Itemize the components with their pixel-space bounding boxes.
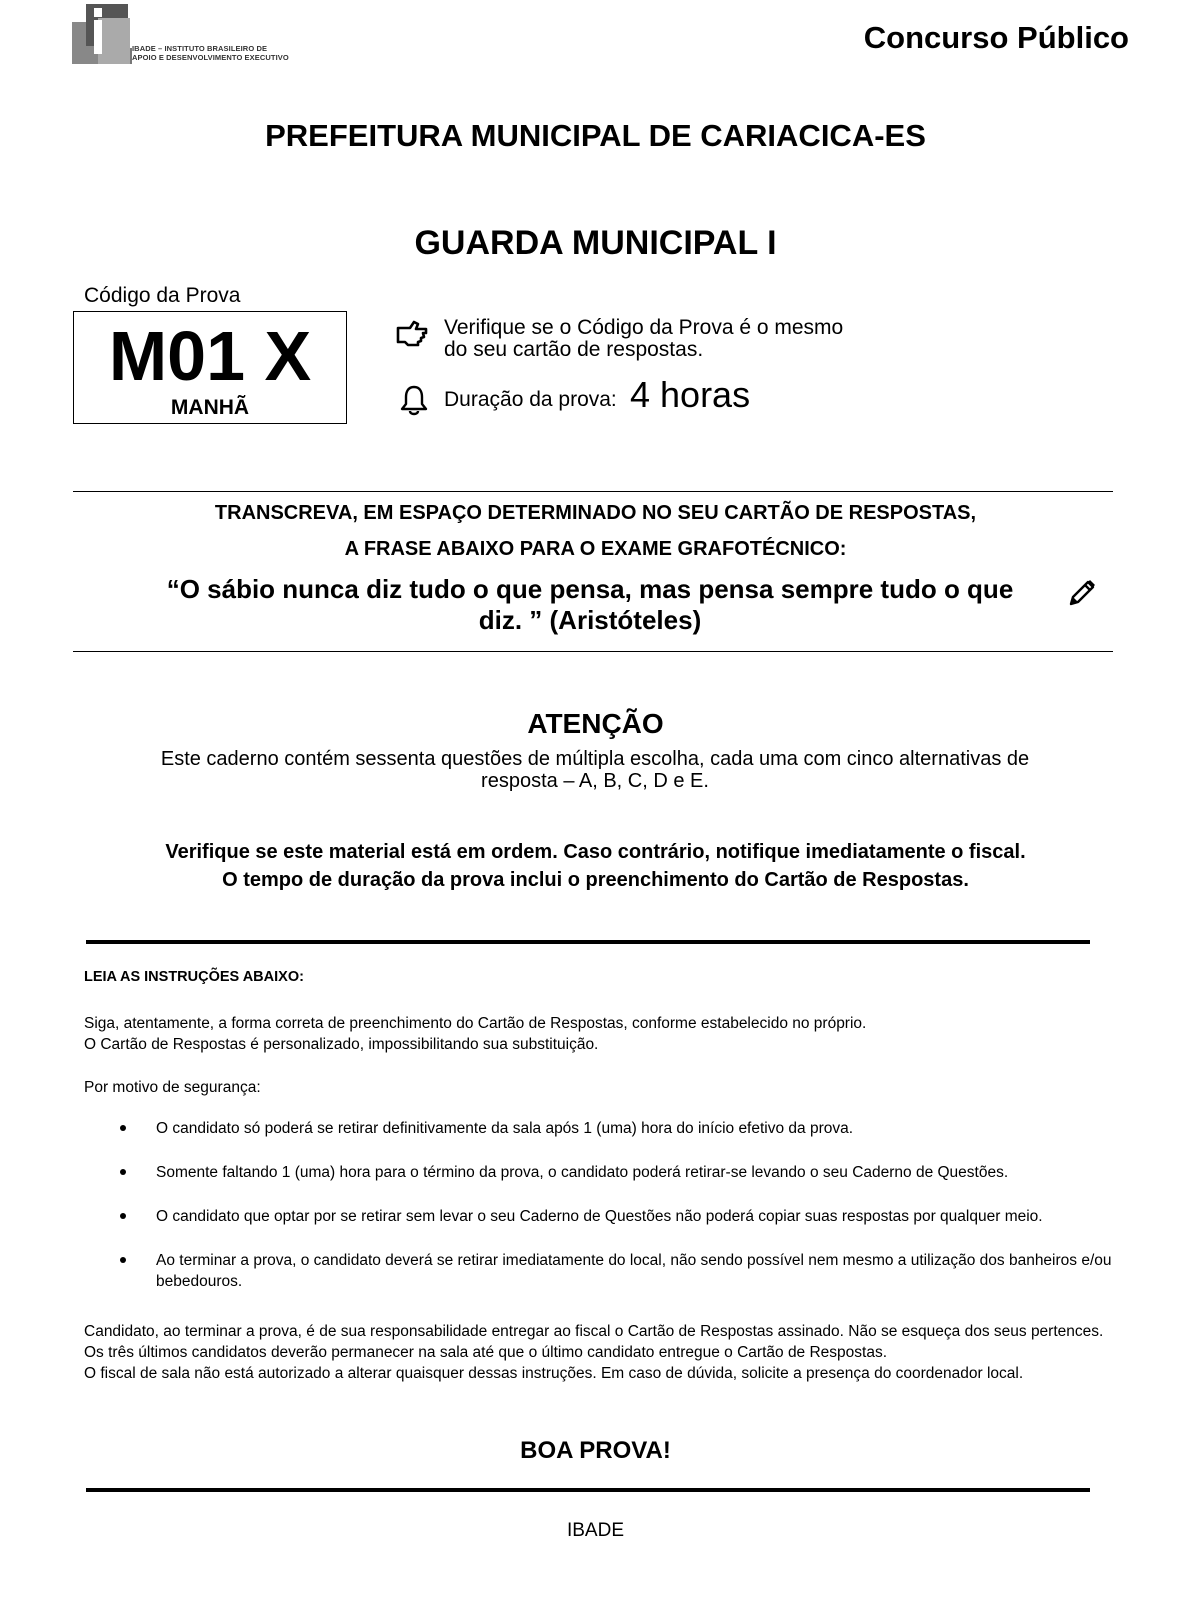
bullet-text: O candidato só poderá se retirar definitivamente da sala após 1 (uma) hora do início efetivo da prova. <box>156 1120 854 1137</box>
thick-divider-bottom <box>86 1488 1090 1492</box>
duracao-label: Duração da prova: <box>444 388 617 411</box>
logo-text-line1: IBADE – INSTITUTO BRASILEIRO DE <box>132 44 268 53</box>
codigo-label: Código da Prova <box>84 284 241 307</box>
instrucoes-final-1: Candidato, ao terminar a prova, é de sua responsabilidade entregar ao fiscal o Cartão de Respostas assinado. Não se esqueça dos seus pertences. <box>84 1323 1104 1340</box>
verifique-line1: Verifique se o Código da Prova é o mesmo <box>444 316 844 339</box>
list-item <box>84 1206 1114 1227</box>
instrucoes-final <box>84 1321 1114 1384</box>
bullet-dot <box>120 1125 126 1131</box>
verifique-material-line2: O tempo de duração da prova inclui o preenchimento do Cartão de Respostas. <box>222 869 969 891</box>
list-item <box>84 1162 1114 1183</box>
verifique-material-text <box>0 838 1191 894</box>
pointing-hand-icon <box>396 318 430 350</box>
instrucoes-final-3: O fiscal de sala não está autorizado a alterar quaisquer dessas instruções. Em caso de dúvida, solicite a presença do coordenador local. <box>84 1365 1024 1382</box>
bullet-text: Somente faltando 1 (uma) hora para o término da prova, o candidato poderá retirar-se levando o seu Caderno de Questões. <box>156 1164 1009 1181</box>
seguranca-list <box>84 1118 1114 1315</box>
bullet-text: O candidato que optar por se retirar sem levar o seu Caderno de Questões não poderá copiar suas respostas por qualquer meio. <box>156 1208 1043 1225</box>
bullet-text: Ao terminar a prova, o candidato deverá se retirar imediatamente do local, não sendo possível nem mesmo a utilização dos banheiros e/ou bebedouros. <box>156 1252 1112 1290</box>
duracao-value: 4 horas <box>630 374 751 415</box>
thick-divider-top <box>86 940 1090 944</box>
verifique-line2: do seu cartão de respostas. <box>444 338 704 361</box>
grafotecnico-quote: “O sábio nunca diz tudo o que pensa, mas pensa sempre tudo o que diz. ” (Aristóteles) <box>166 574 1014 635</box>
codigo-value: M01 X <box>108 317 312 395</box>
list-item <box>84 1118 1114 1139</box>
divider-top <box>73 491 1113 492</box>
codigo-box <box>73 311 347 424</box>
bullet-dot <box>120 1213 126 1219</box>
instrucoes-paragraph-1 <box>84 1013 1114 1055</box>
page-title: PREFEITURA MUNICIPAL DE CARIACICA-ES <box>265 118 926 153</box>
instrucoes-p1-line1: Siga, atentamente, a forma correta de preenchimento do Cartão de Respostas, conforme estabelecido no próprio. <box>84 1015 867 1032</box>
instrucoes-final-2: Os três últimos candidatos deverão permanecer na sala até que o último candidato entregue o Cartão de Respostas. <box>84 1344 888 1361</box>
footer-text: IBADE <box>566 1520 625 1541</box>
transcreva-line1: TRANSCREVA, EM ESPAÇO DETERMINADO NO SEU CARTÃO DE RESPOSTAS, <box>214 502 977 524</box>
pencil-icon <box>1067 578 1097 608</box>
bell-icon <box>399 384 429 416</box>
instrucoes-heading: LEIA AS INSTRUÇÕES ABAIXO: <box>84 969 304 985</box>
transcreva-line2: A FRASE ABAIXO PARA O EXAME GRAFOTÉCNICO: <box>344 538 847 560</box>
list-item <box>84 1250 1114 1292</box>
codigo-turno: MANHÃ <box>170 396 250 419</box>
verifique-material-line1: Verifique se este material está em ordem. Caso contrário, notifique imediatamente o fiscal. <box>165 841 1026 863</box>
atencao-heading: ATENÇÃO <box>527 708 664 739</box>
atencao-text: Este caderno contém sessenta questões de múltipla escolha, cada uma com cinco alternativas de resposta – A, B, C, D e E. <box>160 748 1030 792</box>
logo-text <box>132 44 289 62</box>
verifique-codigo-text <box>444 317 884 361</box>
instrucoes-p1-line2: O Cartão de Respostas é personalizado, impossibilitando sua substituição. <box>84 1036 599 1053</box>
concurso-publico-title: Concurso Público <box>863 20 1129 55</box>
bullet-dot <box>120 1257 126 1263</box>
logo-text-line2: APOIO E DESENVOLVIMENTO EXECUTIVO <box>132 53 289 62</box>
divider-bottom <box>73 651 1113 652</box>
bullet-dot <box>120 1169 126 1175</box>
cargo-title: GUARDA MUNICIPAL I <box>414 224 777 262</box>
seguranca-text: Por motivo de segurança: <box>84 1079 261 1096</box>
boa-prova: BOA PROVA! <box>520 1437 671 1464</box>
